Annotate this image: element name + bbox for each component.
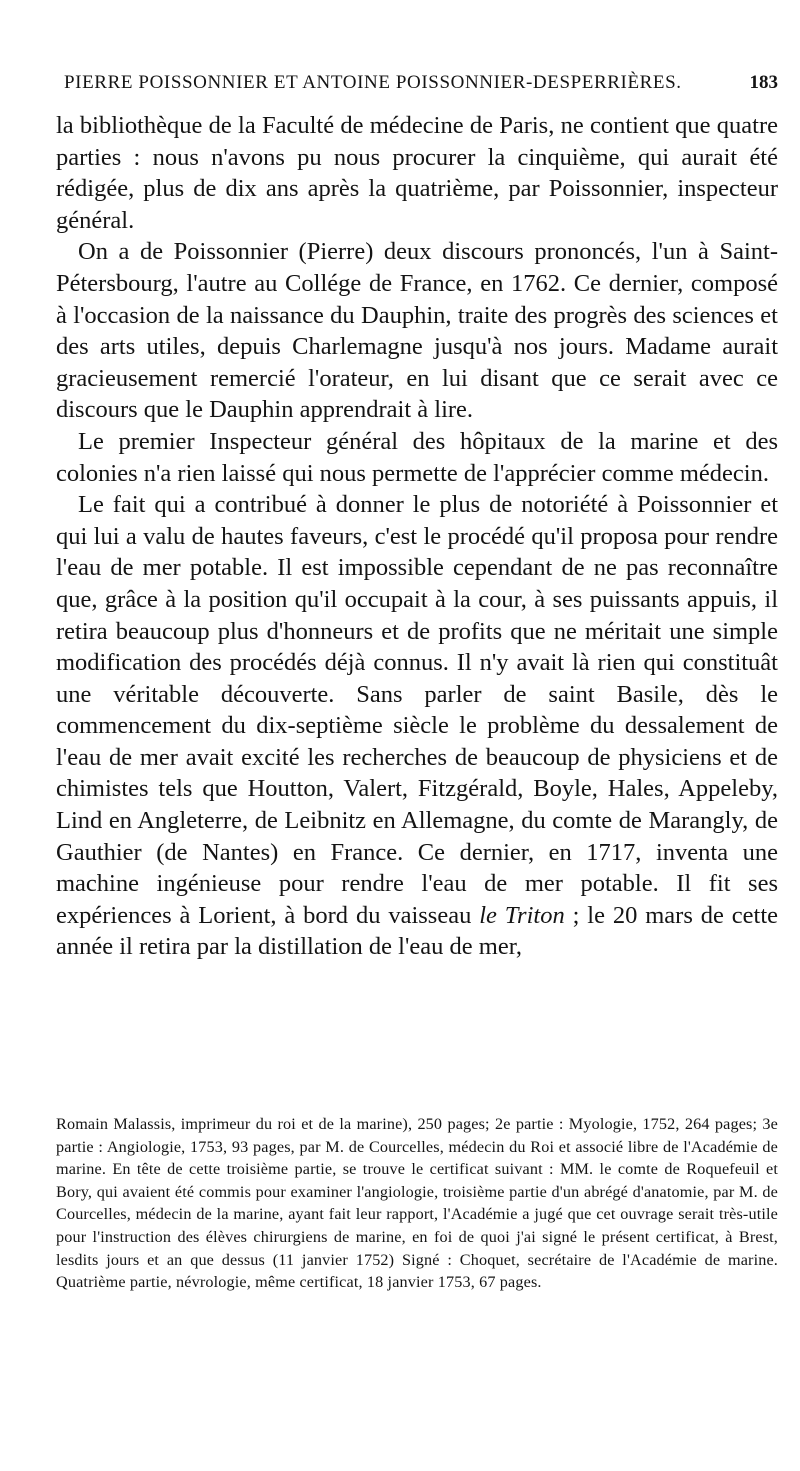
running-title: PIERRE POISSONNIER ET ANTOINE POISSONNIER-DESPERRIÈRES. bbox=[64, 72, 682, 93]
paragraph-inspecteur: Le premier Inspecteur général des hôpitaux de la marine et des colonies n'a rien laissé qui nous permette de l'apprécier comme médecin. bbox=[56, 427, 778, 487]
ship-name: le Triton bbox=[479, 901, 565, 929]
main-text bbox=[56, 110, 778, 963]
paragraph-discours: On a de Poissonnier (Pierre) deux discours prononcés, l'un à Saint-Pétersbourg, l'autre au Collége de France, en 1762. Ce dernier, composé à l'occasion de la naissance du Dauphin, traite des progrès des sciences et des arts utiles, depuis Charlemagne jusqu'à nos jours. Madame aurait gracieusement remercié l'orateur, en lui disant que ce serait avec ce discours que le Dauphin apprendrait à lire. bbox=[56, 238, 778, 424]
page-number: 183 bbox=[749, 72, 778, 93]
footnote: Romain Malassis, imprimeur du roi et de la marine), 250 pages; 2e partie : Myologie, 1752, 264 pages; 3e partie : Angiologie, 1753, 93 pages, par M. de Courcelles, médecin du Roi et associé libre de l'Académie de marine. En tête de cette troisième partie, se trouve le certificat suivant : MM. le comte de Roquefeuil et Bory, qui avaient été commis pour examiner l'angiologie, troisième partie d'un abrégé d'anatomie, par M. de Courcelles, médecin de la marine, ayant fait leur rapport, l'Académie a jugé que cet ouvrage serait très-utile pour l'instruction des élèves chirurgiens de marine, en foi de quoi j'ai signé le présent certificat, à Brest, lesdits jours et an que dessus (11 janvier 1752) Signé : Choquet, secrétaire de l'Académie de marine. Quatrième partie, névrologie, même certificat, 18 janvier 1753, 67 pages. bbox=[56, 1115, 778, 1292]
running-head bbox=[64, 72, 778, 94]
paragraph-text-end: ; le 20 mars de cette année il retira par la distillation de l'eau de mer, bbox=[56, 901, 779, 961]
paragraph-continuation: la bibliothèque de la Faculté de médecine de Paris, ne contient que quatre parties : nous n'avons pu nous procurer la cinquième, qui aurait été rédigée, plus de dix ans après la quatrième, par Poissonnier, inspecteur général. bbox=[56, 112, 778, 234]
paragraph-text-start: Le fait qui a contribué à donner le plus de notoriété à Poissonnier et qui lui a valu de hautes faveurs, c'est le procédé qu'il proposa pour rendre l'eau de mer potable. Il est impossible cependant de ne pas reconnaître que, grâce à la position qu'il occupait à la cour, à ses puissants appuis, il retira beaucoup plus d'honneurs et de profits que ne méritait une simple modification des procédés déjà connus. Il n'y avait là rien qui constituât une véritable découverte. Sans parler de saint Basile, dès le commencement du dix-septième siècle le problème du dessalement de l'eau de mer avait excité les recherches de beaucoup de physiciens et de chimistes tels que Houtton, Valert, Fitzgérald, Boyle, Hales, Appeleby, Lind en Angleterre, de Leibnitz en Allemagne, du comte de Marangly, de Gauthier (de Nantes) en France. Ce dernier, en 1717, inventa une machine ingénieuse pour rendre l'eau de mer potable. Il fit ses expériences à Lorient, à bord du vaisseau bbox=[56, 491, 778, 929]
paragraph-eau-de-mer bbox=[56, 489, 778, 963]
